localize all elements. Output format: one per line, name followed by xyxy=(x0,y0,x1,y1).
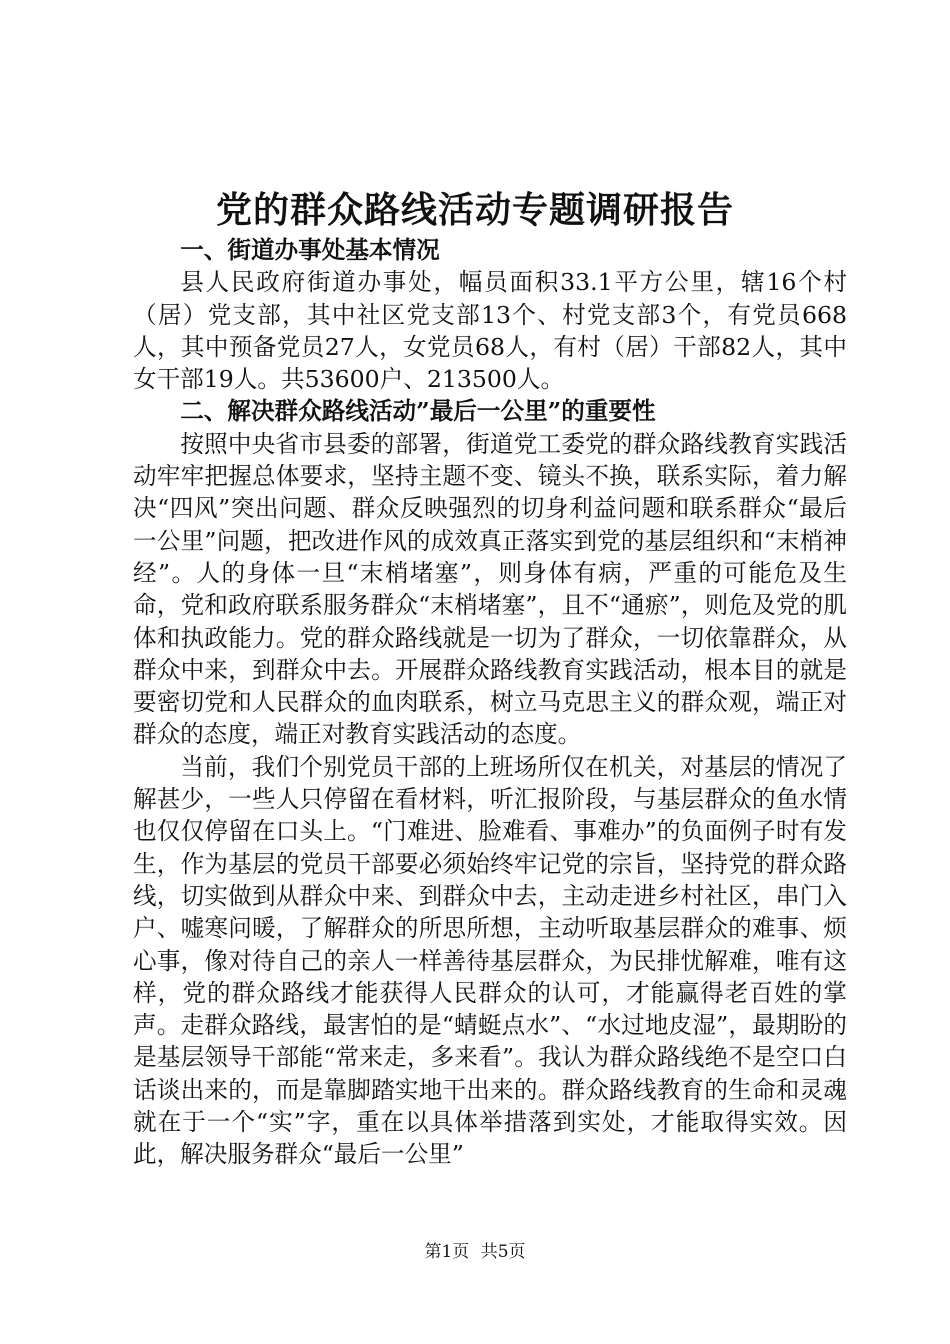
section-heading-2: 二、解决群众路线活动”最后一公里”的重要性 xyxy=(180,397,656,426)
document-title: 党的群众路线活动专题调研报告 xyxy=(215,189,734,231)
page-number: 第1页 xyxy=(424,1242,470,1262)
section-2-paragraph-2: 当前，我们个别党员干部的上班场所仅在机关，对基层的情况了解甚少，一些人只停留在看材料，听汇报阶段，与基层群众的鱼水情也仅仅停留在口头上。“门难进、脸难看、事难办”的负面例子时有发生，作为基层的党员干部要必须始终牢记党的宗旨，坚持党的群众路线，切实做到从群众中来、到群众中去，主动走进乡村社区，串门入户、嘘寒问暖，了解群众的所思所想，主动听取基层群众的难事、烦心事，像对待自己的亲人一样善待基层群众，为民排忧解难，唯有这样，党的群众路线才能获得人民群众的认可，才能赢得老百姓的掌声。走群众路线，最害怕的是“蜻蜓点水”、“水过地皮湿”，最期盼的是基层领导干部能“常来走，多来看”。我认为群众路线绝不是空口白话谈出来的，而是靠脚踏实地干出来的。群众路线教育的生命和灵魂就在于一个“实”字，重在以具体举措落到实处，才能取得实效。因此，解决服务群众“最后一公里” xyxy=(133,752,847,1169)
document-body xyxy=(133,234,847,1171)
section-1-paragraph-1: 县人民政府街道办事处，幅员面积33.1平方公里，辖16个村（居）党支部，其中社区党支部13个、村党支部3个，有党员668人，其中预备党员27人，女党员68人，有村（居）干部82人，其中女干部19人。共53600户、213500人。 xyxy=(133,268,847,394)
page-total: 共5页 xyxy=(480,1242,526,1262)
section-2-paragraph-1: 按照中央省市县委的部署，街道党工委党的群众路线教育实践活动牢牢把握总体要求，坚持主题不变、镜头不换，联系实际，着力解决“四风”突出问题、群众反映强烈的切身利益问题和联系群众“最后一公里”问题，把改进作风的成效真正落实到党的基层组织和“末梢神经”。人的身体一旦“末梢堵塞”，则身体有病，严重的可能危及生命，党和政府联系服务群众“末梢堵塞”，且不“通瘀”，则危及党的肌体和执政能力。党的群众路线就是一切为了群众，一切依靠群众，从群众中来，到群众中去。开展群众路线教育实践活动，根本目的就是要密切党和人民群众的血肉联系，树立马克思主义的群众观，端正对群众的态度，端正对教育实践活动的态度。 xyxy=(133,429,847,749)
page-footer xyxy=(0,1240,950,1264)
section-heading-1: 一、街道办事处基本情况 xyxy=(180,236,440,264)
